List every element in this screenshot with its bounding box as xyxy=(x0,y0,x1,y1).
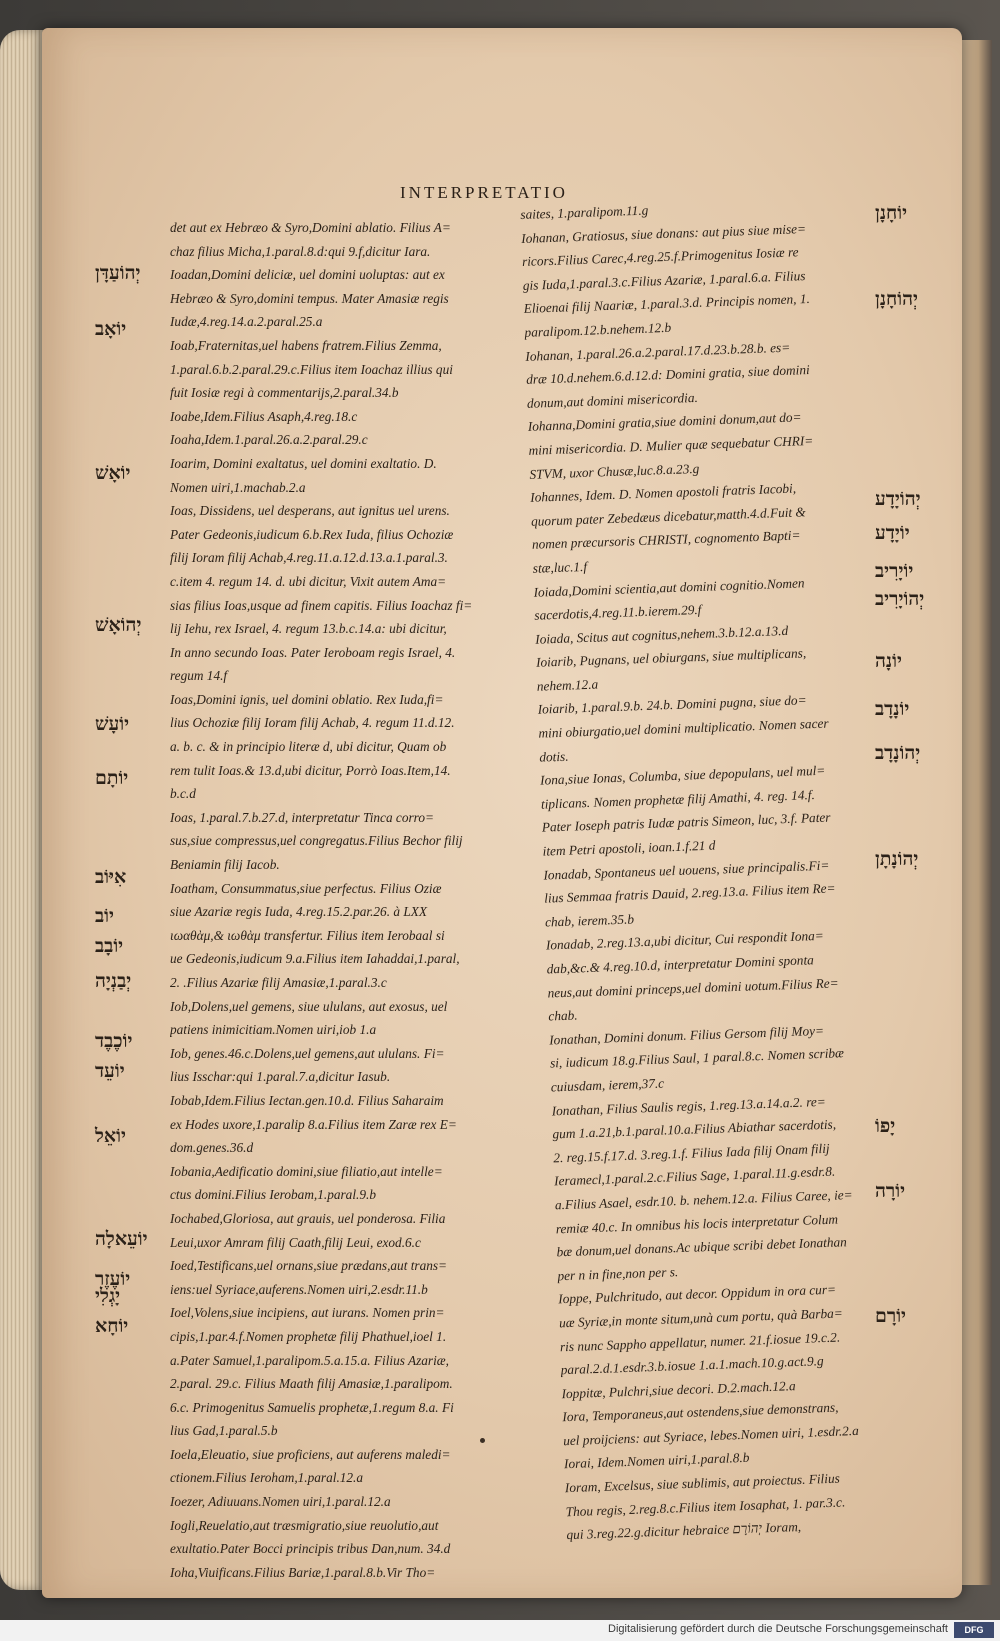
text-line: item Petri apostoli, ioan.1.f.21 d xyxy=(542,837,716,859)
text-line: ιωαθὰμ,& ιωθὰμ transfertur. Filius item Ierobaal si xyxy=(170,927,445,943)
text-line: Elioenai filij Naariæ, 1.paral.3.d. Principis nomen, 1. xyxy=(523,291,811,317)
book-page-edges xyxy=(0,30,48,1590)
hebrew-headword: יוֹעֶזֶר xyxy=(95,1268,131,1290)
text-line: lius Gad,1.paral.5.b xyxy=(170,1423,278,1439)
text-line: mini obiurgatio,uel domini multiplicatio. Nomen sacer xyxy=(538,715,829,741)
text-line: cuiusdam, ierem,37.c xyxy=(550,1075,665,1095)
hebrew-headword: יְבַנְיָה xyxy=(95,970,132,992)
text-line: Ioab,Fraternitas,uel habens fratrem.Filius Zemma, xyxy=(170,337,442,353)
running-title: INTERPRETATIO xyxy=(400,183,568,202)
text-line: ex Hodes uxore,1.paralip 8.a.Filius item Zaræ rex E= xyxy=(170,1116,457,1132)
text-line: cipis,1.par.4.f.Nomen prophetæ filij Phathuel,ioel 1. xyxy=(170,1328,447,1344)
text-line: dræ 10.d.nehem.6.d.12.d: Domini gratia, siue domini xyxy=(525,362,810,388)
text-line: Pater Ioseph patris Iudæ patris Simeon, luc, 3.f. Pater xyxy=(541,809,831,836)
text-line: In anno secundo Ioas. Pater Ieroboam regis Israel, 4. xyxy=(170,644,456,660)
text-line: rem tulit Ioas.& 13.d,ubi dicitur, Porrò Ioas.Item,14. xyxy=(170,762,451,778)
text-line: siue Azariæ regis Iuda, 4.reg.15.2.par.26. à LXX xyxy=(170,904,427,920)
text-line: Ioaha,Idem.1.paral.26.a.2.paral.29.c xyxy=(170,432,368,448)
text-line: Ioas, 1.paral.7.b.27.d, interpretatur Tinca corro= xyxy=(170,809,434,825)
text-line: Iohanan, Gratiosus, siue donans: aut pius siue mise= xyxy=(520,220,807,246)
text-line: Ioel,Volens,siue incipiens, aut iurans. Nomen prin= xyxy=(170,1305,445,1321)
hebrew-headword: יְהוֹעַדָּן xyxy=(95,262,141,284)
text-line: Iob,Dolens,uel gemens, siue ululans, aut exosus, uel xyxy=(170,998,448,1014)
hebrew-headword: יוֹנָה xyxy=(875,650,902,672)
text-line: per n in fine,non per s. xyxy=(557,1263,679,1284)
hebrew-headword: יְהוֹיָרִיב xyxy=(875,588,925,610)
text-line: paralipom.12.b.nehem.12.b xyxy=(524,319,672,340)
hebrew-headword: יוֹאֵל xyxy=(95,1125,126,1147)
text-line: lius Semmaa fratris Dauid, 2.reg.13.a. Filius item Re= xyxy=(544,880,836,906)
text-line: Ieramecl,1.paral.2.c.Filius Sage, 1.paral.11.g.esdr.8. xyxy=(553,1163,836,1189)
text-line: gis Iuda,1.paral.3.c.Filius Azariæ, 1.paral.6.a. Filius xyxy=(522,267,806,293)
text-line: Ioppe, Pulchritudo, aut decor. Oppidum in ora cur= xyxy=(558,1281,837,1307)
text-line: chab, ierem.35.b xyxy=(544,911,635,930)
text-line: patiens inimicitiam.Nomen uiri,iob 1.a xyxy=(170,1022,377,1038)
text-line: Iudæ,4.reg.14.a.2.paral.25.a xyxy=(170,314,323,330)
text-line: paral.2.d.1.esdr.3.b.iosue 1.a.1.mach.10.g.act.9.g xyxy=(560,1353,824,1378)
text-line: Ioas,Domini ignis, uel domini oblatio. Rex Iuda,fi= xyxy=(170,691,444,707)
text-line: Ioed,Testificans,uel ornans,siue prædans,aut trans= xyxy=(170,1258,448,1274)
text-line: dom.genes.36.d xyxy=(170,1140,254,1156)
text-line: bæ donum,uel donans.Ac ubique scribi debet Ionathan xyxy=(556,1234,847,1260)
hebrew-headword: יוֹיָרִיב xyxy=(875,560,914,582)
text-line: neus,aut domini princeps,uel domini uotum.Filius Re= xyxy=(547,974,839,1001)
text-line: Ioram, Excelsus, siue sublimis, aut proiectus. Filius xyxy=(564,1470,840,1496)
text-line: filij Ioram filij Achab,4.reg.11.a.12.d.13.a.1.paral.3. xyxy=(170,550,448,566)
text-line: dab,&c.& 4.reg.10.d, interpretatur Domini sponta xyxy=(546,952,815,977)
text-line: sias filius Ioas,usque ad finem capitis. Filius Ioachaz fi= xyxy=(170,597,473,613)
text-line: ctionem.Filius Ieroham,1.paral.12.a xyxy=(170,1470,364,1486)
text-line: Iobania,Aedificatio domini,siue filiatio,aut intelle= xyxy=(170,1163,443,1179)
text-line: Ioiada, Scitus aut cognitus,nehem.3.b.12.a.13.d xyxy=(534,622,789,647)
text-line: Ioarim, Domini exaltatus, uel domini exaltatio. D. xyxy=(170,455,437,471)
text-line: Ioiarib, Pugnans, uel obiurgans, siue multiplicans, xyxy=(535,645,807,670)
text-line: STVM, uxor Chusæ,luc.8.a.23.g xyxy=(529,460,700,482)
text-line: Ioezer, Adiuuans.Nomen uiri,1.paral.12.a xyxy=(170,1494,391,1510)
text-line: tiplicans. Nomen prophetæ filij Amathi, 4. reg. 14.f. xyxy=(540,786,816,812)
text-line: Iochabed,Gloriosa, aut grauis, uel ponderosa. Filia xyxy=(170,1210,446,1226)
hebrew-headword: יָגְלִי xyxy=(95,1285,121,1307)
text-line: iens:uel Syriace,auferens.Nomen uiri,2.esdr.11.b xyxy=(170,1281,428,1297)
hebrew-headword: יְהוֹחָנָן xyxy=(875,288,919,310)
text-line: Ionadab, 2.reg.13.a,ubi dicitur, Cui respondit Iona= xyxy=(545,928,825,953)
text-line: qui 3.reg.22.g.dicitur hebraice יְהוֹרָם Ioram, xyxy=(566,1519,802,1543)
text-line: ue Gedeonis,iudicum 9.a.Filius item Iahaddai,1.paral, xyxy=(170,951,460,967)
text-line: Pater Gedeonis,iudicum 6.b.Rex Iuda, filius Ochoziæ xyxy=(170,526,454,542)
text-line: Iohanan, 1.paral.26.a.2.paral.17.d.23.b.28.b. es= xyxy=(525,339,791,364)
text-line: dotis. xyxy=(539,748,569,765)
left-text-column xyxy=(170,216,510,1584)
hebrew-headword: יְהוֹאָשׁ xyxy=(95,614,142,636)
text-line: Ioatham, Consummatus,siue perfectus. Filius Oziæ xyxy=(170,880,442,896)
hebrew-headword: יוֹאָשׁ xyxy=(95,462,131,484)
text-line: uel proijciens: aut Syriace, lebes.Nomen uiri, 1.esdr.2.a xyxy=(562,1422,859,1449)
hebrew-headword: יוֹעָשׁ xyxy=(95,713,130,735)
right-text-column xyxy=(520,191,910,1547)
right-page-edge xyxy=(958,40,992,1585)
text-line: stæ,luc.1.f xyxy=(532,558,588,576)
text-line: chaz filius Micha,1.paral.8.d:qui 9.f,dicitur Iara. xyxy=(170,243,431,259)
text-line: ricors.Filius Carec,4.reg.25.f.Primogenitus Iosiæ re xyxy=(521,244,799,270)
hebrew-headword: יוֹאָב xyxy=(95,318,127,340)
hebrew-headword: יוֹעֵאלָה xyxy=(95,1228,148,1250)
text-line: donum,aut domini misericordia. xyxy=(526,389,699,411)
hebrew-headword: יוֹחָא xyxy=(95,1315,129,1337)
text-line: 1.paral.6.b.2.paral.29.c.Filius item Ioachaz illius qui xyxy=(170,361,453,377)
text-line: lij Iehu, rex Israel, 4. regum 13.b.c.14.a: ubi dicitur, xyxy=(170,621,447,637)
text-line: chab. xyxy=(548,1007,578,1024)
hebrew-headword: יוֹנָדָב xyxy=(875,698,910,720)
text-line: Beniamin filij Iacob. xyxy=(170,857,280,873)
text-line: regum 14.f xyxy=(170,668,228,684)
hebrew-headword: יוֹרָם xyxy=(875,1305,907,1327)
text-line: Ioela,Eleuatio, siue proficiens, aut auferens maledi= xyxy=(170,1446,451,1462)
text-line: Ioadan,Domini deliciæ, uel domini uoluptas: aut ex xyxy=(170,267,445,283)
text-line: exultatio.Pater Bocci principis tribus Dan,num. 34.d xyxy=(170,1541,451,1557)
text-line: Ionadab, Spontaneus uel uouens, siue principalis.Fi= xyxy=(543,857,830,883)
text-line: Ioha,Viuificans.Filius Bariæ,1.paral.8.b.Vir Tho= xyxy=(170,1564,436,1580)
text-line: sacerdotis,4.reg.11.b.ierem.29.f xyxy=(534,602,702,623)
hebrew-headword: יוֹב xyxy=(95,905,114,927)
text-line: 6.c. Primogenitus Samuelis prophetæ,1.regum 8.a. Fi xyxy=(170,1399,454,1415)
text-line: Ioppitæ, Pulchri,siue decori. D.2.mach.12.a xyxy=(561,1377,796,1401)
hebrew-headword: יוֹרָה xyxy=(875,1180,906,1202)
text-line: mini misericordia. D. Mulier quæ sequebatur CHRI= xyxy=(528,432,814,458)
text-line: gum 1.a.21,b.1.paral.10.a.Filius Abiathar sacerdotis, xyxy=(552,1116,837,1142)
text-line: sus,siue compressus,uel congregatus.Filius Bechor filij xyxy=(170,833,463,849)
text-line: Ioiarib, 1.paral.9.b. 24.b. Domini pugna, siue do= xyxy=(537,692,807,718)
text-line: Iobab,Idem.Filius Iectan.gen.10.d. Filius Saharaim xyxy=(170,1092,444,1108)
text-line: Nomen uiri,1.machab.2.a xyxy=(170,479,306,495)
text-line: a.Filius Asael, esdr.10. b. nehem.12.a. Filius Caree, ie= xyxy=(554,1186,853,1213)
text-line: Iogli,Reuelatio,aut træsmigratio,siue reuolutio,aut xyxy=(170,1517,439,1533)
text-line: Iob, genes.46.c.Dolens,uel gemens,aut ululans. Fi= xyxy=(170,1045,445,1061)
text-line: fuit Iosiæ regi à commentarijs,2.paral.34.b xyxy=(170,385,399,401)
text-line: nomen præcursoris CHRISTI, cognomento Bapti= xyxy=(531,527,801,553)
text-line: lius Ochoziæ filij Ioram filij Achab, 4. regum 11.d.12. xyxy=(170,715,455,731)
text-line: Hebræo & Syro,domini tempus. Mater Amasiæ regis xyxy=(170,290,449,306)
page-mark xyxy=(480,1438,485,1443)
text-line: Iora, Temporaneus,aut ostendens,siue demonstrans, xyxy=(562,1399,839,1425)
text-line: Thou regis, 2.reg.8.c.Filius item Iosaphat, 1. par.3.c. xyxy=(565,1494,846,1519)
text-line: 2.paral. 29.c. Filius Maath filij Amasiæ,1.paralipom. xyxy=(170,1376,453,1392)
text-line: quorum pater Zebedæus dicebatur,matth.4.d.Fuit & xyxy=(530,503,806,529)
hebrew-headword: יָפוֹ xyxy=(875,1115,896,1137)
hebrew-headword: יוֹכֶבֶד xyxy=(95,1030,133,1052)
text-line: b.c.d xyxy=(170,786,196,802)
text-line: saites, 1.paralipom.11.g xyxy=(520,202,649,222)
text-line: a.Pater Samuel,1.paralipom.5.a.15.a. Filius Azariæ, xyxy=(170,1352,449,1368)
text-line: Iohanna,Domini gratia,siue domini donum,aut do= xyxy=(527,409,802,435)
text-line: Ioas, Dissidens, uel desperans, aut ignitus uel urens. xyxy=(170,503,450,519)
text-line: Ionathan, Filius Saulis regis, 1.reg.13.a.14.a.2. re= xyxy=(551,1093,826,1119)
text-line: Iorai, Idem.Nomen uiri,1.paral.8.b xyxy=(563,1450,750,1472)
text-line: ctus domini.Filius Ierobam,1.paral.9.b xyxy=(170,1187,376,1203)
text-line: Ioiada,Domini scientia,aut domini cognitio.Nomen xyxy=(533,574,805,600)
hebrew-headword: יוֹתָם xyxy=(95,767,129,789)
text-line: 2. reg.15.f.17.d. 3.reg.1.f. Filius Iada filij Onam filij xyxy=(553,1140,830,1166)
hebrew-headword: יוֹיָדָע xyxy=(875,522,910,544)
text-line: a. b. c. & in principio literæ d, ubi dicitur, Quam ob xyxy=(170,739,447,755)
hebrew-headword: יוֹחָנָן xyxy=(875,202,908,224)
hebrew-headword: יְהוֹנָדָב xyxy=(875,742,921,764)
text-line: uæ Syriæ,in monte situm,unà cum portu, quà Barba= xyxy=(558,1305,843,1331)
text-line: Iona,siue Ionas, Columba, siue depopulans, uel mul= xyxy=(539,762,826,788)
dfg-logo: DFG xyxy=(954,1622,994,1638)
text-line: c.item 4. regum 14. d. ubi dicitur, Vixit autem Ama= xyxy=(170,573,447,589)
text-line: ris nunc Sappho appellatur, numer. 21.f.iosue 19.c.2. xyxy=(559,1329,841,1354)
hebrew-headword: יְהוֹיָדָע xyxy=(875,488,921,510)
text-line: remiæ 40.c. In omnibus his locis interpretatur Colum xyxy=(555,1211,839,1236)
text-line: Ionathan, Domini donum. Filius Gersom filij Moy= xyxy=(548,1022,825,1048)
text-line: Ioabe,Idem.Filius Asaph,4.reg.18.c xyxy=(170,408,358,424)
text-line: det aut ex Hebræo & Syro,Domini ablatio. Filius A= xyxy=(170,220,451,235)
hebrew-headword: יוֹבָב xyxy=(95,935,124,957)
text-line: Iohannes, Idem. D. Nomen apostoli fratris Iacobi, xyxy=(530,480,797,505)
text-line: si, iudicum 18.g.Filius Saul, 1 paral.8.c. Nomen scribæ xyxy=(549,1045,845,1071)
text-line: lius Isschar:qui 1.paral.7.a,dicitur Iasub. xyxy=(170,1069,391,1085)
text-line: nehem.12.a xyxy=(536,676,599,694)
text-line: Leui,uxor Amram filij Caath,filij Leui, exod.6.c xyxy=(170,1234,421,1250)
digitization-footer xyxy=(0,1620,1000,1641)
text-line: 2. .Filius Azariæ filij Amasiæ,1.paral.3.c xyxy=(170,975,387,990)
hebrew-headword: אִיּוֹב xyxy=(95,866,127,888)
hebrew-headword: יְהוֹנָתָן xyxy=(875,848,919,870)
footer-credit: Digitalisierung gefördert durch die Deutsche Forschungsgemeinschaft xyxy=(608,1623,948,1635)
hebrew-headword: יוֹעֵד xyxy=(95,1060,125,1082)
